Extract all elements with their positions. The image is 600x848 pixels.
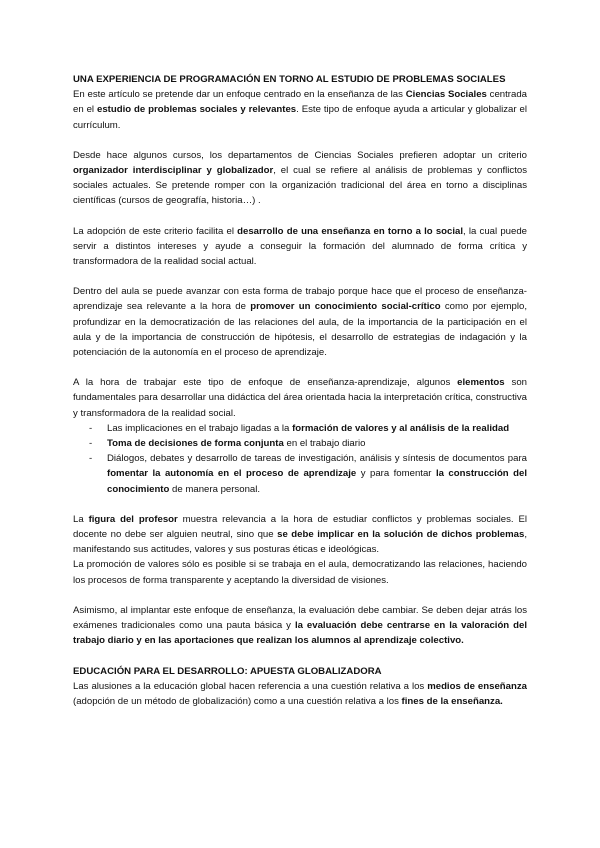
dash-bullet: - — [89, 422, 93, 434]
text: Desde hace algunos cursos, los departamentos de Ciencias Sociales prefieren adoptar un criterio — [73, 149, 527, 161]
bold-text: desarrollo de una enseñanza en torno a lo social — [237, 225, 464, 237]
text: muestra relevancia a la hora de estudiar conflictos y problemas sociales. El docente no debe ser alguien neutral, sino que — [73, 513, 527, 541]
paragraph — [73, 284, 527, 360]
text: en el trabajo diario — [283, 438, 366, 450]
paragraph: La promoción de valores sólo es posible si se trabaja en el aula, democratizando las relaciones, haciendo los procesos de forma transparente y aceptando la diversidad de visiones. — [73, 559, 527, 586]
text: , la cual puede servir a distintos intereses y ayude a conseguir la formación del alumnado de forma crítica y transformadora de la realidad social actual. — [73, 225, 527, 268]
bold-text: medios de enseñanza — [427, 680, 527, 692]
text: de manera personal. — [169, 483, 261, 495]
paragraph — [73, 512, 527, 558]
text: La — [73, 513, 89, 525]
text: Asimismo, al implantar este enfoque de enseñanza, la evaluación debe cambiar. Se deben dejar atrás los exámenes tradicionales como una pauta básica y — [73, 604, 527, 632]
text: Diálogos, debates y desarrollo de tareas de investigación, análisis y síntesis de documentos para — [107, 453, 527, 465]
section-heading: EDUCACIÓN PARA EL DESARROLLO: APUESTA GLOBALIZADORA — [73, 665, 382, 677]
bold-text: Ciencias Sociales — [405, 89, 487, 101]
dash-bullet: - — [89, 438, 93, 450]
bold-text: se debe implicar en la solución de dichos problemas — [277, 529, 525, 541]
text: En este artículo se pretende dar un enfoque centrado en la enseñanza de las — [73, 89, 406, 101]
bold-text: fines de la enseñanza. — [401, 695, 503, 707]
bold-text: promover un conocimiento social-crítico — [250, 301, 441, 313]
text: Dentro del aula se puede avanzar con esta forma de trabajo porque hace que el proceso de enseñanza-aprendizaje sea relevante a la hora de — [73, 286, 527, 313]
text: son fundamentales para desarrollar una didáctica del área orientada hacia la interpretación crítica, constructiva y transformadora de la realidad social. — [73, 377, 528, 419]
text: A la hora de trabajar este tipo de enfoque de enseñanza-aprendizaje, algunos — [73, 377, 458, 389]
list-item — [73, 451, 527, 497]
paragraph — [73, 375, 527, 421]
bold-text: fomentar la autonomía en el proceso de aprendizaje — [107, 468, 357, 480]
text: centrada en el — [73, 89, 527, 116]
text: . Este tipo de enfoque ayuda a articular y globalizar el currículum. — [73, 104, 527, 131]
text: , el cual se refiere al análisis de problemas y conflictos sociales actuales. Se pretende romper con la organización tradicional del área en torno a disciplinas científicas (cursos de geografía, historia…) . — [73, 165, 527, 207]
paragraph — [73, 224, 527, 270]
bold-text: organizador interdisciplinar y globalizador — [73, 165, 274, 177]
list-item — [73, 421, 527, 436]
text: (adopción de un método de globalización) como a una cuestión relativa a los — [73, 695, 402, 707]
paragraph — [73, 679, 527, 709]
section-heading: UNA EXPERIENCIA DE PROGRAMACIÓN EN TORNO AL ESTUDIO DE PROBLEMAS SOCIALES — [73, 74, 506, 85]
bold-text: Toma de decisiones de forma conjunta — [107, 438, 284, 450]
text: y para fomentar — [356, 468, 436, 480]
bold-text: elementos — [457, 377, 505, 389]
dash-bullet: - — [89, 453, 93, 465]
bullet-list — [73, 421, 527, 497]
list-item — [73, 436, 527, 451]
text: Las alusiones a la educación global hacen referencia a una cuestión relativa a los — [73, 680, 428, 692]
bold-text: estudio de problemas sociales y relevantes — [97, 104, 297, 116]
text: como por ejemplo, profundizar en la democratización de las relaciones del aula, de la importancia de la participación en el aula y de la importancia de construcción de hipótesis, el desarrollo de estrategias de indagación y la potenciación de la autonomía en el proceso de aprendizaje. — [73, 301, 528, 359]
text: La adopción de este criterio facilita el — [73, 225, 238, 237]
bold-text: figura del profesor — [88, 513, 178, 525]
bold-text: formación de valores y al análisis de la realidad — [292, 422, 510, 434]
bold-text: la construcción del conocimiento — [107, 468, 527, 495]
document-body — [73, 72, 527, 709]
text: , manifestando sus actitudes, valores y sus posturas éticas e ideológicas. — [73, 529, 527, 556]
bold-text: la evaluación debe centrarse en la valoración del trabajo diario y en las aportaciones que realizan los alumnos al aprendizaje colectivo. — [73, 620, 527, 647]
paragraph — [73, 87, 527, 133]
paragraph — [73, 603, 527, 649]
paragraph — [73, 148, 527, 209]
text: Las implicaciones en el trabajo ligadas a la — [107, 422, 293, 434]
